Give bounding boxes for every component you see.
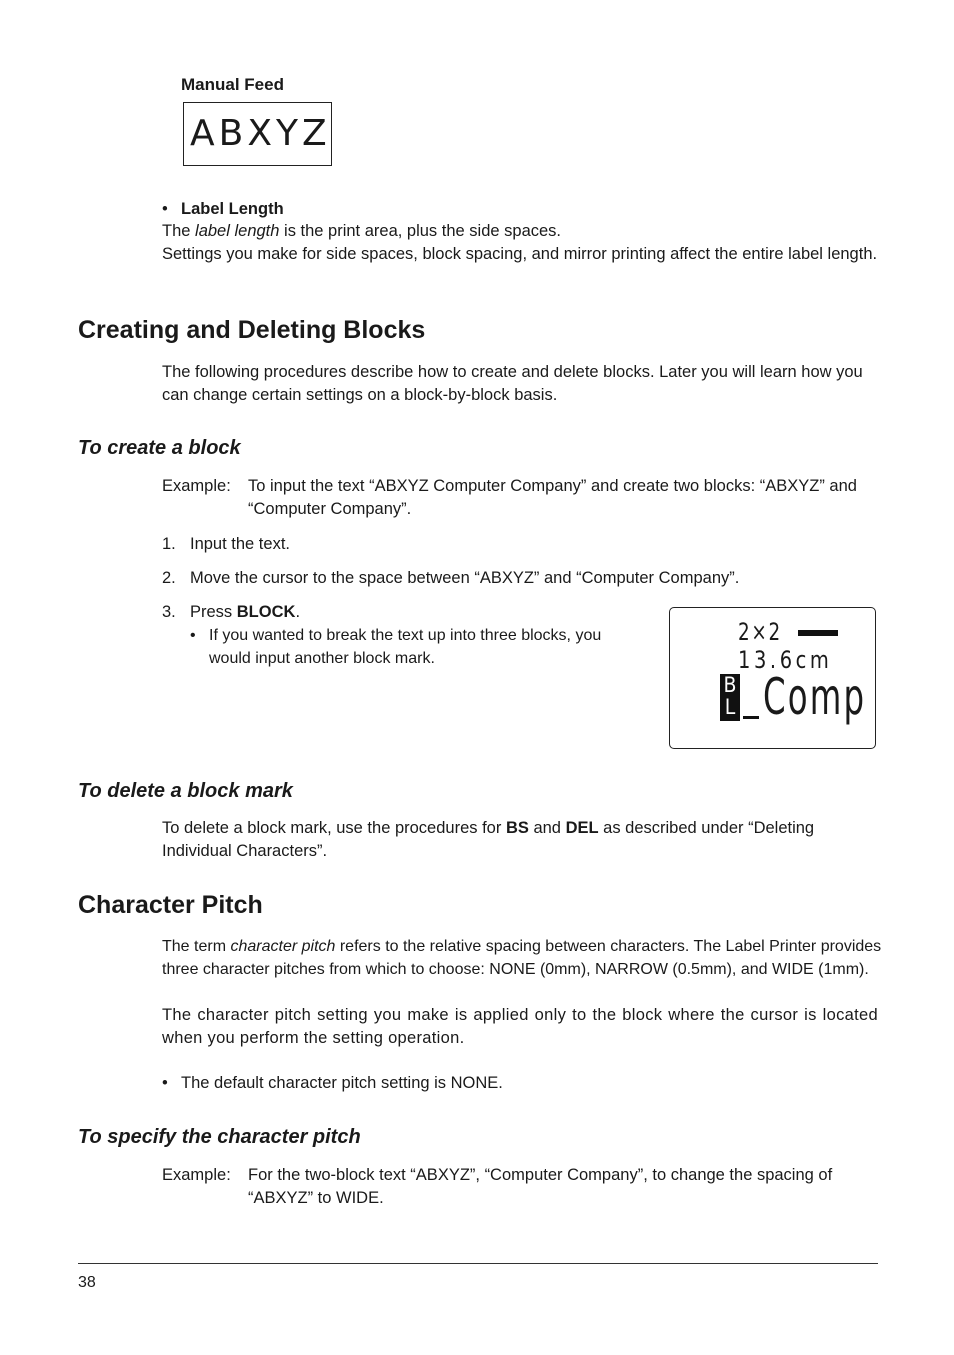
- example-label: Example:: [162, 1166, 231, 1184]
- del-key: DEL: [565, 819, 599, 837]
- delete-block-title: To delete a block mark: [78, 780, 293, 802]
- step-text: Press BLOCK.: [190, 603, 301, 621]
- bullet-icon: •: [162, 1074, 168, 1092]
- page-number: 38: [78, 1274, 96, 1291]
- label-length-text: [162, 220, 882, 266]
- pitch-para-1: The term character pitch refers to the relative spacing between characters. The Label Printer provides three character pitches from which to choose: NONE (0mm), NARROW (0.5mm), and WIDE (1mm).: [162, 938, 882, 978]
- footer-rule: [78, 1263, 878, 1264]
- block-key: BLOCK: [236, 603, 296, 621]
- lcd-size-indicator: 2×2: [738, 618, 782, 646]
- bs-key: BS: [505, 819, 529, 837]
- example-text: To input the text “ABXYZ Computer Company” and create two blocks: “ABXYZ” and “Computer Company”.: [248, 477, 857, 518]
- step-1: [162, 533, 882, 556]
- bullet-icon: •: [162, 200, 168, 218]
- example-text: For the two-block text “ABXYZ”, “Computer Company”, to change the spacing of “ABXYZ” to WIDE.: [248, 1166, 833, 1207]
- lcd-cursor: [743, 716, 759, 719]
- step-2: [162, 567, 882, 590]
- step-3-note-text: If you wanted to break the text up into three blocks, you would input another block mark.: [209, 627, 602, 667]
- lcd-text: Comp: [763, 668, 867, 726]
- lcd-display: [669, 607, 876, 749]
- step-number: 3.: [162, 603, 176, 621]
- example-label: Example:: [162, 477, 231, 495]
- step-3-note: [190, 624, 620, 670]
- pitch-para-2: The character pitch setting you make is applied only to the block where the cursor is located when you perform the setting operation.: [162, 1006, 878, 1047]
- pitch-note: [162, 1072, 882, 1095]
- section-title-pitch: Character Pitch: [78, 891, 263, 919]
- block-mark-icon: B L: [720, 674, 740, 721]
- label-length-heading: Label Length: [181, 200, 284, 218]
- blocks-intro: The following procedures describe how to create and delete blocks. Later you will learn how you can change certain settings on a block-by-block basis.: [162, 363, 863, 404]
- step-text: Input the text.: [190, 535, 290, 553]
- lcd-length-indicator: 13.6cm: [738, 646, 833, 674]
- pitch-note-text: The default character pitch setting is NONE.: [181, 1074, 503, 1092]
- label-length-line2: Settings you make for side spaces, block spacing, and mirror printing affect the entire label length.: [162, 245, 878, 263]
- step-text: Move the cursor to the space between “ABXYZ” and “Computer Company”.: [190, 569, 740, 587]
- step-3: [162, 601, 632, 624]
- step-number: 1.: [162, 535, 176, 553]
- lcd-bar-indicator: [798, 630, 838, 636]
- create-block-title: To create a block: [78, 437, 241, 459]
- specify-example: [162, 1164, 882, 1210]
- label-length-bullet: [162, 198, 882, 221]
- manual-feed-title: Manual Feed: [181, 75, 284, 94]
- specify-pitch-title: To specify the character pitch: [78, 1126, 361, 1148]
- bullet-icon: •: [190, 627, 196, 644]
- label-preview-box: [183, 102, 332, 166]
- label-preview-text: ABXYZ: [190, 113, 331, 154]
- create-example: [162, 475, 882, 521]
- section-title-blocks: Creating and Deleting Blocks: [78, 316, 426, 344]
- delete-block-text: To delete a block mark, use the procedures for BS and DEL as described under “Deleting Individual Characters”.: [162, 819, 815, 860]
- label-length-line1: The label length is the print area, plus the side spaces.: [162, 222, 562, 240]
- step-number: 2.: [162, 569, 176, 587]
